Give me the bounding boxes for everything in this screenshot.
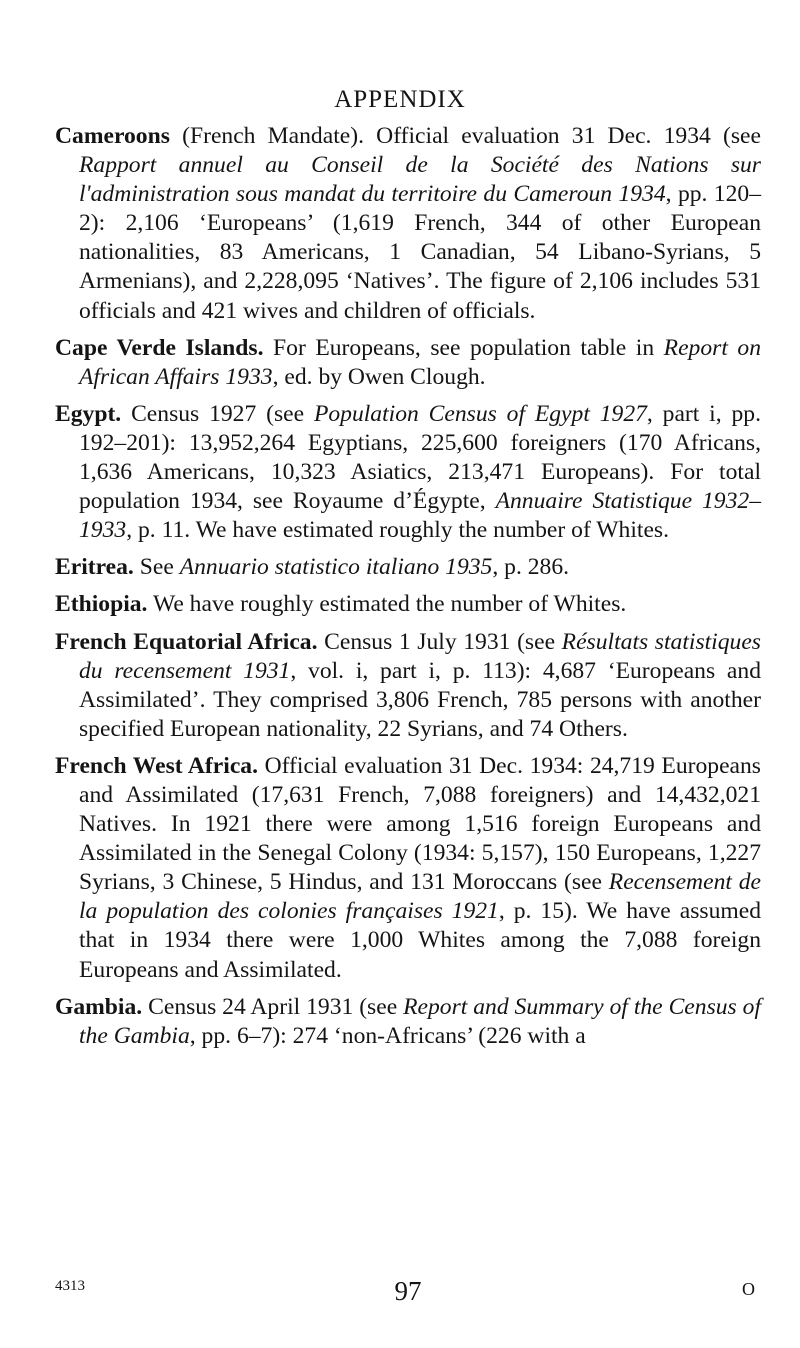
entry-text-segment: , part i, pp. 192–201): 13,952,264 Egyptians, 225,600 foreigners (170 Africans, 1,636 Americans, 10,323 Asiatics, 213,471 Europeans). For total population 1934, see Royaume d’Égypte, <box>79 400 761 515</box>
reference-title: Report on African Affairs 1933 <box>79 334 762 390</box>
entry-title: Cape Verde Islands. <box>55 334 264 361</box>
reference-title: Annuario statistico italiano 1935 <box>179 554 493 581</box>
reference-title: Population Census of Egypt 1927 <box>313 400 647 427</box>
entry-text <box>140 554 569 580</box>
entry-title: Eritrea. <box>55 554 134 581</box>
entry-text-segment: , p. 286. <box>492 554 570 581</box>
entry-french-west-africa <box>55 752 761 985</box>
entry-title: Gambia. <box>55 993 143 1020</box>
reference-title: Report and Summary of the Census of the Gambia <box>79 993 761 1049</box>
entry-gambia <box>55 993 761 1051</box>
entry-title: Egypt. <box>55 400 122 427</box>
entry-text <box>153 591 626 617</box>
entry-text-segment: Census 1927 (see <box>131 400 314 427</box>
entry-text-segment: , ed. by Owen Clough. <box>272 363 486 390</box>
entry-text <box>79 123 761 324</box>
entry-title: French Equatorial Africa. <box>55 628 318 655</box>
entry-text-segment: See <box>139 554 180 581</box>
entry-text-segment: Census 1 July 1931 (see <box>324 628 562 655</box>
page-footer <box>55 1276 761 1316</box>
entry-text-segment: (French Mandate). Official evaluation 31 Dec. 1934 (see <box>182 123 761 149</box>
entry-egypt <box>55 400 761 545</box>
page-number: 97 <box>394 1276 422 1306</box>
entry-text-segment: , p. 15). We have assumed that in 1934 there were 1,000 Whites among the 7,088 foreign Europeans and Assimilated. <box>79 898 761 983</box>
entry-text-segment: Official evaluation 31 Dec. 1934: 24,719 Europeans and Assimilated (17,631 French, 7,088 foreigners) and 14,432,021 Natives. In 1921 there were among 1,516 foreign Europeans and Assimilated in the Senegal Colony (1934: 5,157), 150 Europeans, 1,227 Syrians, 3 Chinese, 5 Hindus, and 131 Moroccans (see <box>79 752 761 896</box>
reference-title: Rapport annuel au Conseil de la Société des Nations sur l'administration sous mandat du territoire du Cameroun 1934 <box>79 152 761 208</box>
entry-text <box>79 401 761 543</box>
entry-title: Cameroons <box>55 123 170 149</box>
gathering-letter: O <box>742 1279 755 1299</box>
reference-title: Annuaire Statistique 1932–1933 <box>79 488 761 544</box>
entry-cameroons <box>55 122 761 326</box>
signature-mark: 4313 <box>55 1278 85 1294</box>
entry-text <box>79 994 761 1049</box>
entry-title: Ethiopia. <box>55 591 148 618</box>
entry-french-equatorial-africa <box>55 628 761 744</box>
entry-ethiopia <box>55 590 761 619</box>
entry-text-segment: For Europeans, see population table in <box>273 334 664 361</box>
entry-title: French West Africa. <box>55 752 258 779</box>
entry-eritrea <box>55 553 761 582</box>
entry-text <box>79 753 761 983</box>
appendix-body <box>55 122 761 1059</box>
running-header: APPENDIX <box>334 86 466 113</box>
reference-title: Recensement de la population des colonies françaises 1921 <box>79 869 761 925</box>
entry-text-segment: , vol. i, part i, p. 113): 4,687 ‘Europeans and Assimilated’. They comprised 3,806 French, 785 persons with another specified European nationality, 22 Syrians, and 74 Others. <box>79 657 761 742</box>
entry-text-segment: , pp. 6–7): 274 ‘non-Africans’ (226 with a <box>189 1022 586 1049</box>
entry-cape-verde-islands <box>55 334 761 392</box>
entry-text-segment: We have roughly estimated the number of Whites. <box>152 591 627 618</box>
entry-text-segment: , p. 11. We have estimated roughly the number of Whites. <box>126 517 670 544</box>
entry-text-segment: , pp. 120–2): 2,106 ‘Europeans’ (1,619 French, 344 of other European nationalities, 83 Americans, 1 Canadian, 54 Libano-Syrians, 5 Armenians), and 2,228,095 ‘Natives’. The figure of 2,106 includes 531 officials and 421 wives and children of officials. <box>79 181 761 324</box>
reference-title: Résultats statistiques du recensement 1931 <box>79 628 761 684</box>
entry-text-segment: Census 24 April 1931 (see <box>148 993 404 1020</box>
